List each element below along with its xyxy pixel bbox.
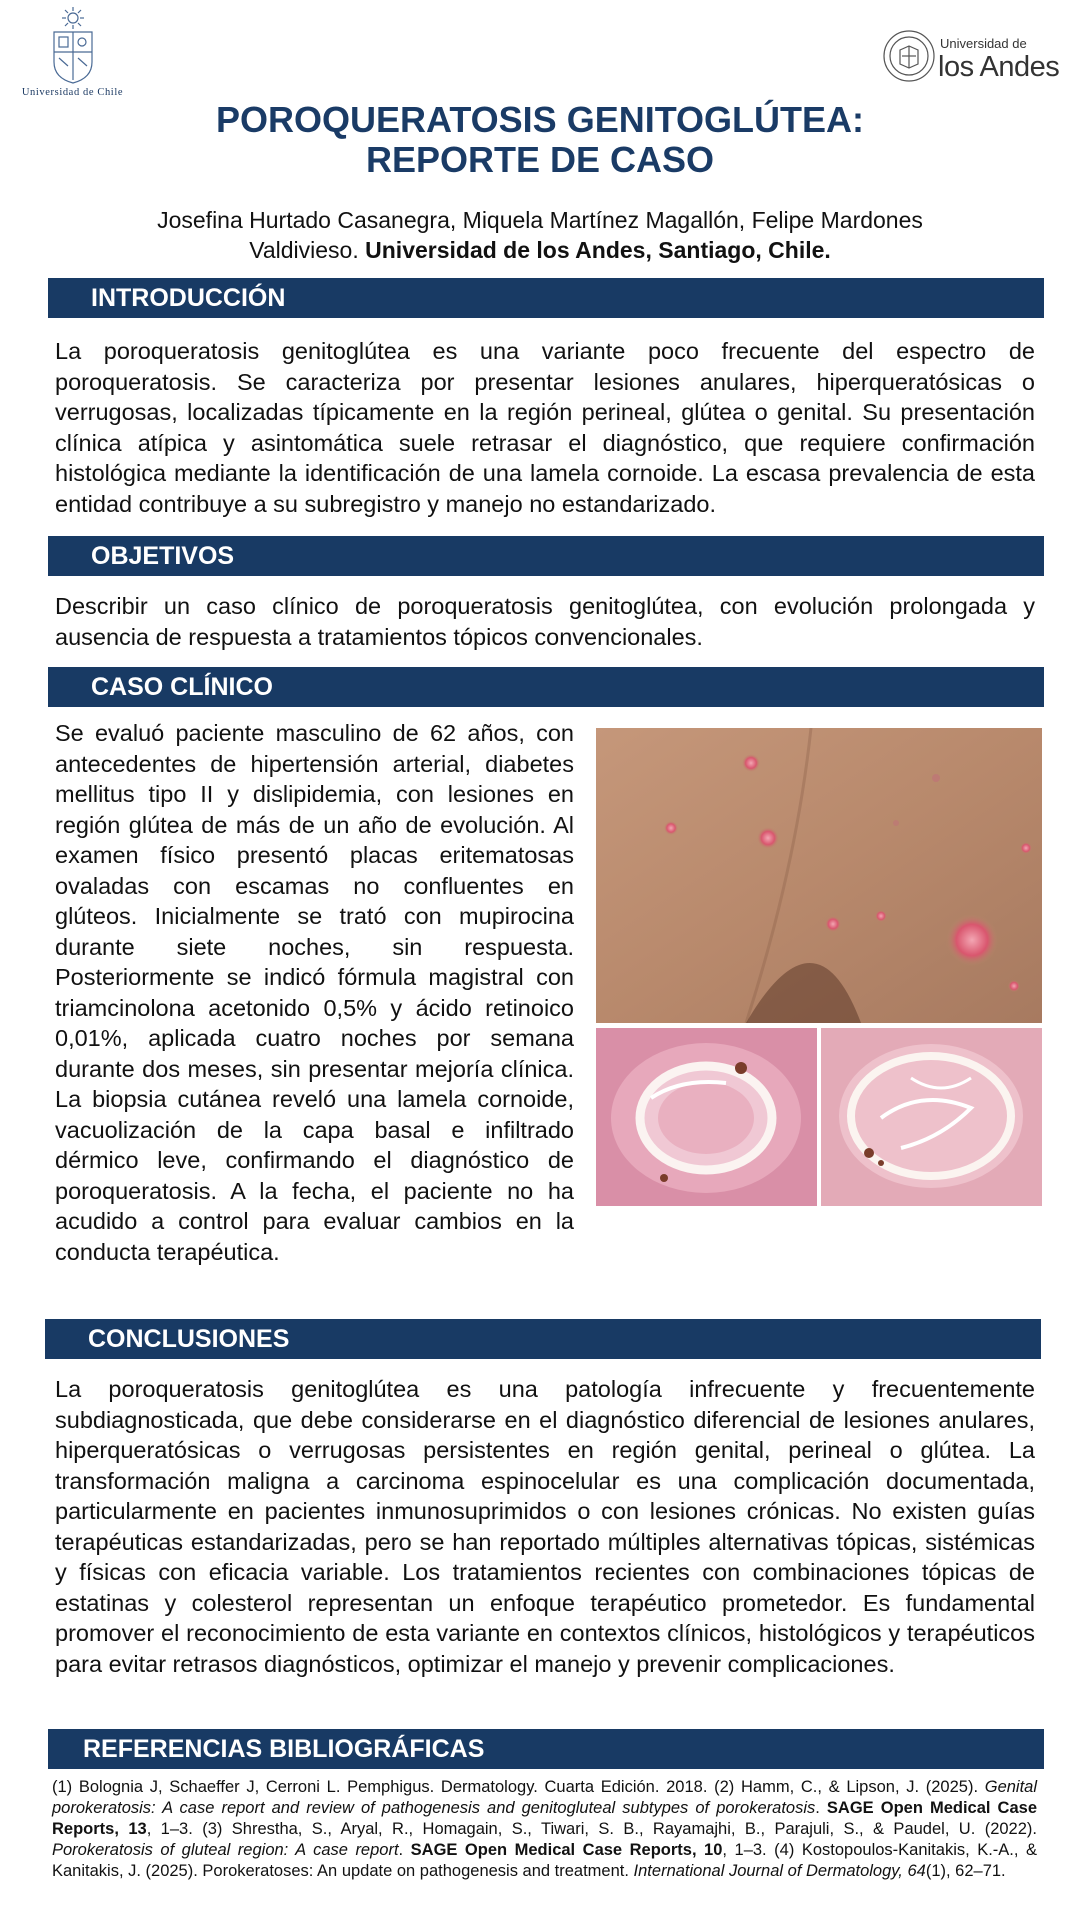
reference-3-authors: (3) Shrestha, S., Aryal, R., Homagain, S., Tiwari, S. B., Rayamajhi, B., Parajuli, S., & Paudel, U. (2022). xyxy=(202,1820,1037,1838)
title-line-1: POROQUERATOSIS GENITOGLÚTEA: xyxy=(215,99,865,140)
reference-4-journal: International Journal of Dermatology, 64 xyxy=(633,1862,926,1880)
conclusiones-text: La poroqueratosis genitoglútea es una patología infrecuente y frecuentemente subdiagnosticada, que debe considerarse en el diagnóstico diferencial de lesiones anulares, hiperqueratósicas o verrugosas persistentes en región genital, perineal o glútea. La transformación maligna a carcinoma espinocelular es una complicación documentada, particularmente en pacientes inmunosuprimidos o con lesiones crónicas. No existen guías terapéuticas estandarizadas, pero se han reportado múltiples alternativas tópicas, sistémicas y físicas con eficacia variable. Los tratamientos recientes con combinaciones tópicas de estatinas y colesterol representan un enfoque terapéutico prometedor. Es fundamental promover el reconocimiento de esta variante en contextos clínicos, histológicos y terapéuticos para evitar retrasos diagnósticos, optimizar el manejo y prevenir complicaciones. xyxy=(55,1376,1035,1677)
universidad-de-chile-logo xyxy=(10,6,135,106)
section-bar-referencias: REFERENCIAS BIBLIOGRÁFICAS xyxy=(48,1729,1044,1769)
dermoscopy-photo-lesion-2 xyxy=(821,1028,1042,1206)
authors-line-2 xyxy=(80,235,1000,265)
reference-2-title: Genital porokeratosis: A case report and review of pathogenesis and genitogluteal subtypes of porokeratosis xyxy=(52,1778,1038,1817)
section-bar-caso-clinico: CASO CLÍNICO xyxy=(48,667,1044,707)
affiliation: Universidad de los Andes, Santiago, Chile. xyxy=(365,237,831,263)
title-line-2: REPORTE DE CASO xyxy=(365,139,715,180)
universidad-de-los-andes-logo xyxy=(882,20,1062,95)
university-shield-icon xyxy=(50,6,96,84)
caso-clinico-text: Se evaluó paciente masculino de 62 años, con antecedentes de hipertensión arterial, diabetes mellitus tipo II y dislipidemia, con lesiones en región glútea de más de un año de evolución. Al examen físico presentó placas eritematosas ovaladas con escamas no confluentes en glúteos. Inicialmente se trató con mupirocina durante siete noches, sin respuesta. Posteriormente se indicó fórmula magistral con triamcinolona acetonido 0,5% y ácido retinoico 0,01%, aplicada cuatro noches por semana durante dos meses, sin presentar mejoría clínica. La biopsia cutánea reveló una lamela cornoide, vacuolización de la capa basal e infiltrado dérmico leve, confirmando el diagnóstico de poroqueratosis. A la fecha, el paciente no ha acudido a control para evaluar cambios en la conducta terapéutica. xyxy=(55,720,574,1265)
section-bar-objetivos: OBJETIVOS xyxy=(48,536,1044,576)
objetivos-text: Describir un caso clínico de poroqueratosis genitoglútea, con evolución prolongada y ausencia de respuesta a tratamientos tópicos convencionales. xyxy=(55,593,1035,650)
references-text: (1) Bolognia J, Schaeffer J, Cerroni L. Pemphigus. Dermatology. Cuarta Edición. 2018. (2) Hamm, C., & Lipson, J. (2025). Genital porokeratosis: A case report and review of pathogenesis and genitogluteal subtypes of porokeratosis. SAGE Open Medical Case Reports, 13, 1–3. (3) Shrestha, S., Aryal, R., Homagain, S., Tiwari, S. B., Rayamajhi, B., Parajuli, S., & Paudel, U. (2022). Porokeratosis of gluteal region: A case report. SAGE Open Medical Case Reports, 10, 1–3. (4) Kostopoulos-Kanitakis, K.-A., & Kanitakis, J. (2025). Porokeratoses: An update on pathogenesis and treatment. International Journal of Dermatology, 64(1), 62–71. xyxy=(52,1778,1038,1880)
reference-4-pages: (1), 62–71. xyxy=(925,1862,1006,1880)
reference-1: (1) Bolognia J, Schaeffer J, Cerroni L. Pemphigus. Dermatology. Cuarta Edición. 2018. xyxy=(52,1778,708,1796)
clinical-figures xyxy=(596,728,1042,1206)
reference-2-authors: (2) Hamm, C., & Lipson, J. (2025). xyxy=(714,1778,979,1796)
dermoscopy-photo-lesion-1 xyxy=(596,1028,817,1206)
universidad-de-chile-name: Universidad de Chile xyxy=(21,87,124,98)
poster-title xyxy=(150,100,930,180)
reference-2-journal: SAGE Open Medical Case Reports, 13 xyxy=(52,1799,1037,1838)
university-seal-icon xyxy=(882,20,936,95)
reference-3-pages: , 1–3. xyxy=(722,1841,767,1859)
universidad-de-los-andes-bottom: los Andes xyxy=(938,51,1060,83)
clinical-photo-gluteal-lesions xyxy=(596,728,1042,1023)
reference-4-authors: (4) Kostopoulos-Kanitakis, K.-A., & Kanitakis, J. (2025). Porokeratoses: An update on pathogenesis and treatment. xyxy=(52,1841,1037,1880)
reference-3-title: Porokeratosis of gluteal region: A case report xyxy=(52,1841,399,1859)
authors-block xyxy=(80,205,1000,265)
reference-3-journal: SAGE Open Medical Case Reports, 10 xyxy=(410,1841,723,1859)
section-bar-conclusiones: CONCLUSIONES xyxy=(45,1319,1041,1359)
authors-line-1: Josefina Hurtado Casanegra, Miquela Martínez Magallón, Felipe Mardones xyxy=(157,207,923,233)
section-bar-introduccion: INTRODUCCIÓN xyxy=(48,278,1044,318)
universidad-de-los-andes-top: Universidad de xyxy=(940,36,1027,51)
introduccion-text: La poroqueratosis genitoglútea es una variante poco frecuente del espectro de poroqueratosis. Se caracteriza por presentar lesiones anulares, hiperqueratósicas o verrugosas, localizadas típicamente en la región perineal, glútea o genital. Su presentación clínica atípica y asintomática suele retrasar el diagnóstico, que requiere confirmación histológica mediante la identificación de una lamela cornoide. La escasa prevalencia de esta entidad contribuye a su subregistro y manejo no estandarizado. xyxy=(55,338,1035,517)
authors-tail: Valdivieso. xyxy=(249,237,359,263)
reference-2-pages: , 1–3. xyxy=(146,1820,193,1838)
